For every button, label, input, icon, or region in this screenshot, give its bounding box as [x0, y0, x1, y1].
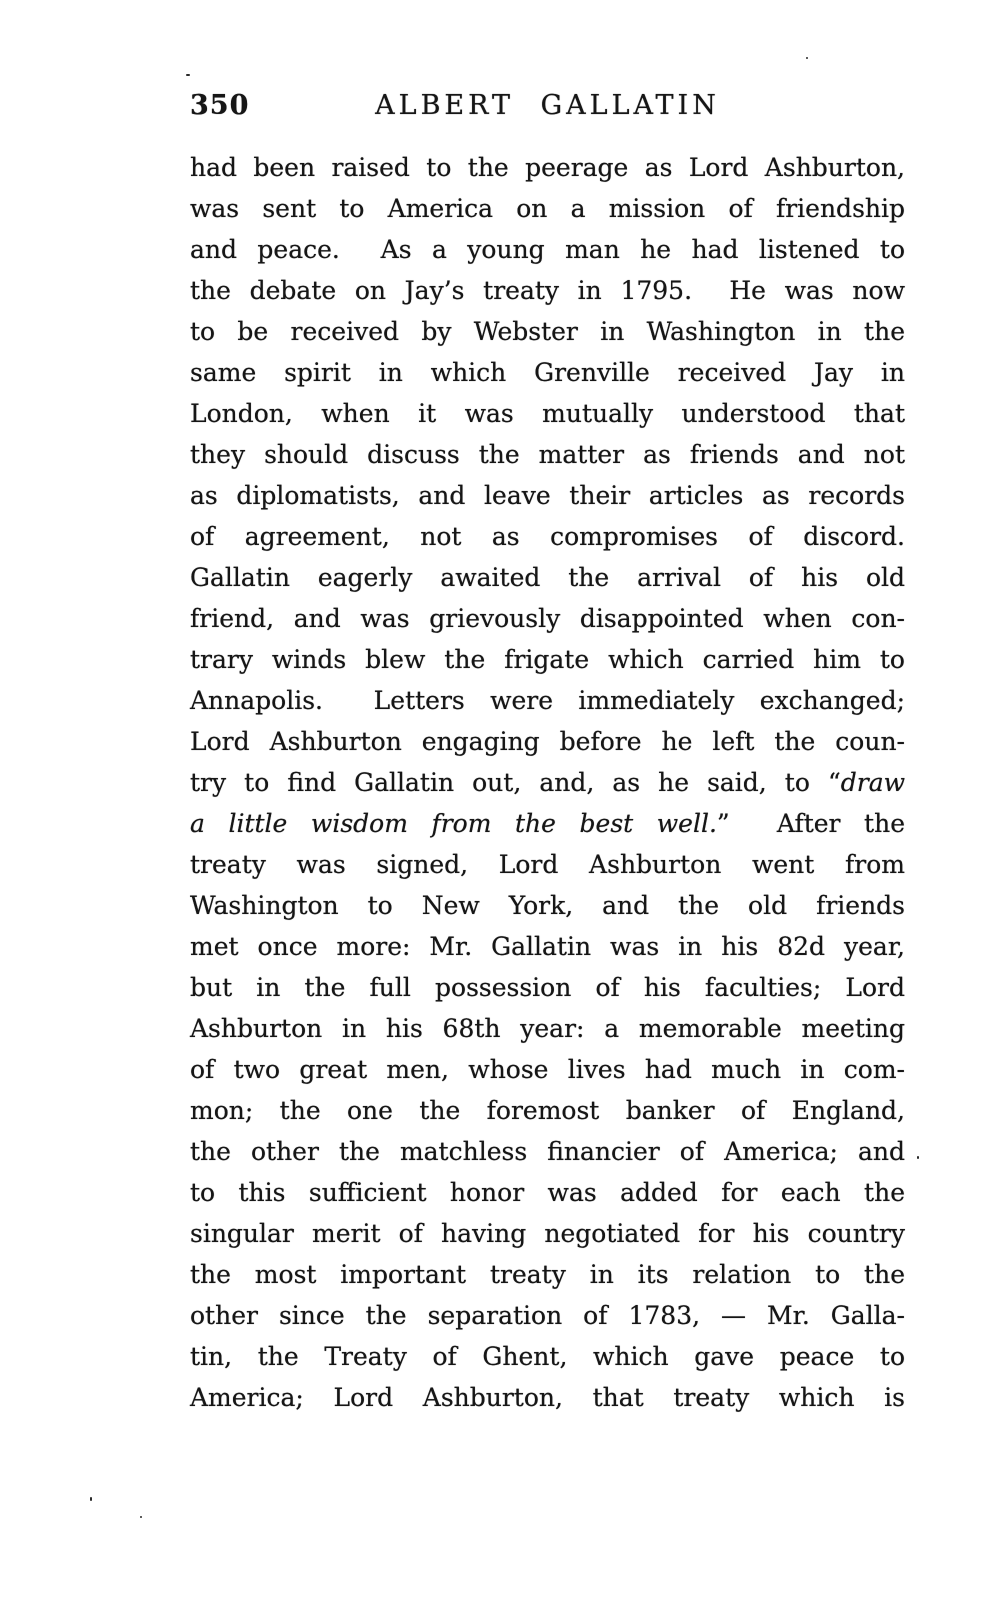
text-line — [190, 229, 905, 270]
italic-text-segment: draw — [840, 768, 905, 797]
text-segment: was sent to America on a mission of friendship — [190, 194, 905, 223]
text-segment: the other the matchless financier of America; and — [190, 1137, 905, 1166]
text-line — [190, 762, 905, 803]
text-segment: friend, and was grievously disappointed when con- — [190, 604, 905, 633]
text-segment: Ashburton in his 68th year: a memorable meeting — [190, 1014, 905, 1043]
text-line — [190, 393, 905, 434]
text-line — [190, 270, 905, 311]
text-segment: try to find Gallatin out, and, as he said, to “ — [190, 768, 841, 797]
text-segment: to this sufficient honor was added for each the — [190, 1178, 905, 1207]
text-line — [190, 1336, 905, 1377]
page-number: 350 — [190, 90, 250, 121]
text-segment: mon; the one the foremost banker of England, — [190, 1096, 905, 1125]
text-segment: the most important treaty in its relation to the — [190, 1260, 905, 1289]
page-body — [190, 147, 905, 1418]
text-segment: tin, the Treaty of Ghent, which gave peace to — [190, 1342, 905, 1371]
text-segment: London, when it was mutually understood that — [190, 399, 905, 428]
text-line — [190, 598, 905, 639]
text-line — [190, 967, 905, 1008]
text-line — [190, 352, 905, 393]
text-line — [190, 516, 905, 557]
page-title: ALBERT GALLATIN — [375, 90, 720, 121]
text-line — [190, 844, 905, 885]
text-line — [190, 1254, 905, 1295]
text-segment: ” After the — [716, 809, 905, 838]
scan-speck — [186, 74, 190, 76]
text-segment: treaty was signed, Lord Ashburton went from — [190, 850, 905, 879]
text-segment: same spirit in which Grenville received Jay in — [190, 358, 905, 387]
text-line — [190, 803, 905, 844]
text-line — [190, 1008, 905, 1049]
text-segment: trary winds blew the frigate which carried him to — [190, 645, 905, 674]
text-line — [190, 475, 905, 516]
text-line — [190, 557, 905, 598]
text-segment: Lord Ashburton engaging before he left the coun- — [190, 727, 905, 756]
text-segment: of two great men, whose lives had much in com- — [190, 1055, 905, 1084]
text-line — [190, 639, 905, 680]
text-line — [190, 188, 905, 229]
text-segment: Annapolis. Letters were immediately exchanged; — [190, 686, 905, 715]
text-segment: but in the full possession of his faculties; Lord — [190, 973, 905, 1002]
text-line — [190, 1213, 905, 1254]
text-line — [190, 434, 905, 475]
text-line — [190, 1131, 905, 1172]
text-line — [190, 926, 905, 967]
text-segment: and peace. As a young man he had listened to — [190, 235, 905, 264]
italic-text-segment: a little wisdom from the best well. — [190, 809, 717, 838]
text-line — [190, 1172, 905, 1213]
text-line — [190, 680, 905, 721]
text-segment: they should discuss the matter as friends and not — [190, 440, 905, 469]
text-line — [190, 1377, 905, 1418]
text-line — [190, 885, 905, 926]
text-segment: as diplomatists, and leave their articles as records — [190, 481, 905, 510]
text-segment: other since the separation of 1783, — Mr. Galla- — [190, 1301, 905, 1330]
text-line — [190, 1295, 905, 1336]
text-segment: singular merit of having negotiated for his country — [190, 1219, 905, 1248]
text-segment: Washington to New York, and the old friends — [190, 891, 905, 920]
text-segment: had been raised to the peerage as Lord Ashburton, — [190, 153, 905, 182]
text-segment: met once more: Mr. Gallatin was in his 82d year, — [190, 932, 905, 961]
text-line — [190, 1090, 905, 1131]
text-segment: the debate on Jay’s treaty in 1795. He was now — [190, 276, 905, 305]
text-segment: Gallatin eagerly awaited the arrival of his old — [190, 563, 905, 592]
running-header — [190, 90, 905, 124]
text-segment: of agreement, not as compromises of discord. — [190, 522, 905, 551]
scan-speck — [90, 1497, 92, 1501]
text-segment: to be received by Webster in Washington in the — [190, 317, 905, 346]
scan-speck — [917, 1156, 919, 1159]
text-line — [190, 311, 905, 352]
scan-speck — [140, 1516, 142, 1518]
text-line — [190, 147, 905, 188]
text-line — [190, 1049, 905, 1090]
scan-speck — [806, 57, 808, 59]
text-line — [190, 721, 905, 762]
text-segment: America; Lord Ashburton, that treaty which is — [190, 1383, 905, 1412]
